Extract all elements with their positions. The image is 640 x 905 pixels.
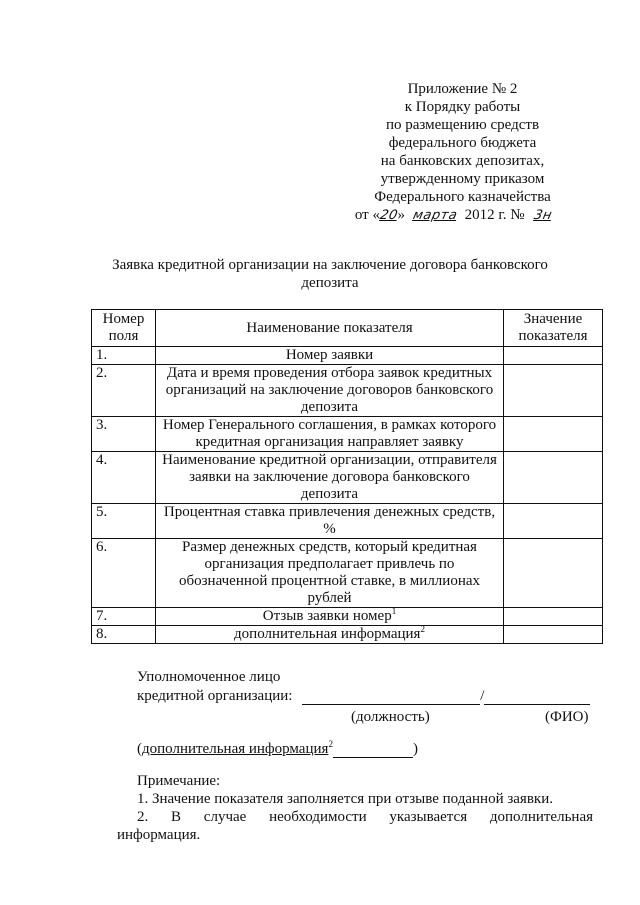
field-number: 1.	[92, 347, 156, 365]
authorized-label-line1: Уполномоченное лицо	[137, 669, 281, 685]
indicator-value-cell[interactable]	[504, 365, 603, 417]
additional-info-line	[137, 739, 418, 758]
position-field[interactable]	[302, 686, 480, 705]
indicator-name-text: Процентная ставка привлечения денежных средств, %	[163, 504, 496, 537]
table-row	[92, 626, 603, 644]
indicator-name-text: Отзыв заявки номер	[262, 608, 392, 624]
appendix-line: на банковских депозитах,	[380, 153, 545, 169]
header-field-number: Номер поля	[92, 310, 156, 347]
field-number: 6.	[92, 539, 156, 608]
table-row	[92, 365, 603, 417]
extra-text: дополнительная информация	[142, 741, 329, 757]
signature-captions	[137, 708, 597, 728]
full-name-field[interactable]	[484, 686, 590, 705]
indicator-name-text: Дата и время проведения отбора заявок кредитных организаций на заключение договоров банковского депозита	[165, 365, 494, 415]
indicator-value-cell[interactable]	[504, 347, 603, 365]
caption-position: (должность)	[351, 709, 430, 725]
date-prefix: от «	[354, 207, 380, 223]
appendix-header	[330, 80, 595, 225]
note-item-1: 1. Значение показателя заполняется при отзыве поданной заявки.	[137, 791, 553, 807]
field-number: 4.	[92, 452, 156, 504]
indicator-name	[156, 347, 504, 365]
indicator-name-text: Размер денежных средств, который кредитная организация предполагает привлечь по обозначенной процентной ставке, в миллионах рублей	[178, 539, 481, 606]
handwritten-number: 3н	[532, 208, 554, 223]
date-mid: »	[397, 207, 405, 223]
signature-row	[137, 686, 597, 704]
indicator-name-text: Наименование кредитной организации, отправителя заявки на заключение договора банковского депозита	[162, 452, 497, 502]
indicator-name	[156, 608, 504, 626]
field-number: 8.	[92, 626, 156, 644]
appendix-line: утвержденному приказом	[380, 171, 545, 187]
indicator-name	[156, 504, 504, 539]
note-item-2-line2: информация.	[117, 827, 201, 843]
footnote-mark: 1	[391, 606, 397, 616]
field-number: 3.	[92, 417, 156, 452]
table-row	[92, 452, 603, 504]
note-item-2-line1: 2. В случае необходимости указывается дополнительная	[137, 809, 593, 825]
date-year: 2012 г. №	[464, 207, 525, 223]
indicator-name-text: дополнительная информация	[234, 626, 421, 642]
indicator-value-cell[interactable]	[504, 539, 603, 608]
slash-separator: /	[480, 688, 485, 704]
table-row	[92, 347, 603, 365]
extra-open: (	[137, 741, 142, 757]
extra-close: )	[412, 741, 418, 757]
indicator-name	[156, 539, 504, 608]
indicator-value-cell[interactable]	[504, 452, 603, 504]
handwritten-month: марта	[411, 208, 459, 223]
field-number: 7.	[92, 608, 156, 626]
handwritten-day: 20	[378, 208, 400, 223]
table-row	[92, 504, 603, 539]
indicator-name	[156, 452, 504, 504]
indicator-value-cell[interactable]	[504, 626, 603, 644]
header-indicator-value: Значение показателя	[504, 310, 603, 347]
header-indicator-name: Наименование показателя	[156, 310, 504, 347]
appendix-line: по размещению средств	[385, 117, 540, 133]
table-row	[92, 417, 603, 452]
indicator-name	[156, 417, 504, 452]
appendix-line: Федерального казначейства	[374, 189, 551, 205]
application-table	[91, 309, 603, 644]
table-header-row	[92, 310, 603, 347]
title-line: Заявка кредитной организации на заключение договора банковского	[112, 257, 548, 273]
authorized-label-line2: кредитной организации:	[137, 688, 293, 704]
indicator-value-cell[interactable]	[504, 608, 603, 626]
document-title	[80, 256, 580, 292]
appendix-line: к Порядку работы	[404, 99, 521, 115]
appendix-date	[318, 206, 595, 225]
indicator-value-cell[interactable]	[504, 417, 603, 452]
footnote-mark: 2	[420, 624, 425, 634]
field-number: 5.	[92, 504, 156, 539]
appendix-line: Приложение № 2	[407, 81, 518, 97]
notes-block	[117, 772, 593, 844]
additional-info-field[interactable]	[333, 739, 413, 758]
indicator-name-text: Номер заявки	[285, 347, 374, 363]
indicator-name-text: Номер Генерального соглашения, в рамках которого кредитная организация направляет заявку	[162, 417, 497, 450]
indicator-name	[156, 365, 504, 417]
appendix-line: федерального бюджета	[388, 135, 537, 151]
table-row	[92, 608, 603, 626]
indicator-name	[156, 626, 504, 644]
indicator-value-cell[interactable]	[504, 504, 603, 539]
title-line: депозита	[301, 275, 359, 291]
extra-sup: 2	[328, 739, 333, 749]
field-number: 2.	[92, 365, 156, 417]
caption-full-name: (ФИО)	[545, 709, 589, 725]
table-row	[92, 539, 603, 608]
authorized-person-block	[137, 668, 597, 728]
notes-heading: Примечание:	[137, 773, 221, 789]
